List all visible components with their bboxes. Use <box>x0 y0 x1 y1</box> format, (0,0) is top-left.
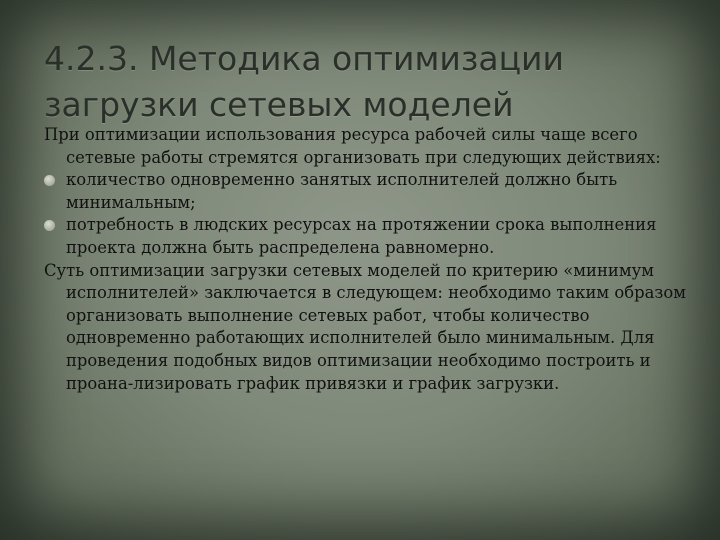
bullet-item <box>44 214 694 259</box>
slide-title: 4.2.3. Методика оптимизации загрузки сетевых моделей <box>44 39 564 125</box>
paragraph-intro: При оптимизации использования ресурса рабочей силы чаще всего сетевые работы стремятся организовать при следующих действиях: <box>44 125 661 167</box>
bullet-text: количество одновременно занятых исполнителей должно быть минимальным; <box>66 170 618 212</box>
slide-body <box>44 124 694 395</box>
bullet-icon <box>44 175 55 186</box>
paragraph-essence: Суть оптимизации загрузки сетевых моделей по критерию «минимум исполнителей» заключается в следующем: необходимо таким образом организовать выполнение сетевых работ, чтобы количество одновременно работающих исполнителей было минимальным. Для проведения подобных видов оптимизации необходимо построить и проана-лизировать график привязки и график загрузки. <box>44 260 686 393</box>
bullet-text: потребность в людских ресурсах на протяжении срока выполнения проекта должна быть распределена равномерно. <box>66 215 657 257</box>
bullet-icon <box>44 220 55 231</box>
bullet-item <box>44 169 694 214</box>
